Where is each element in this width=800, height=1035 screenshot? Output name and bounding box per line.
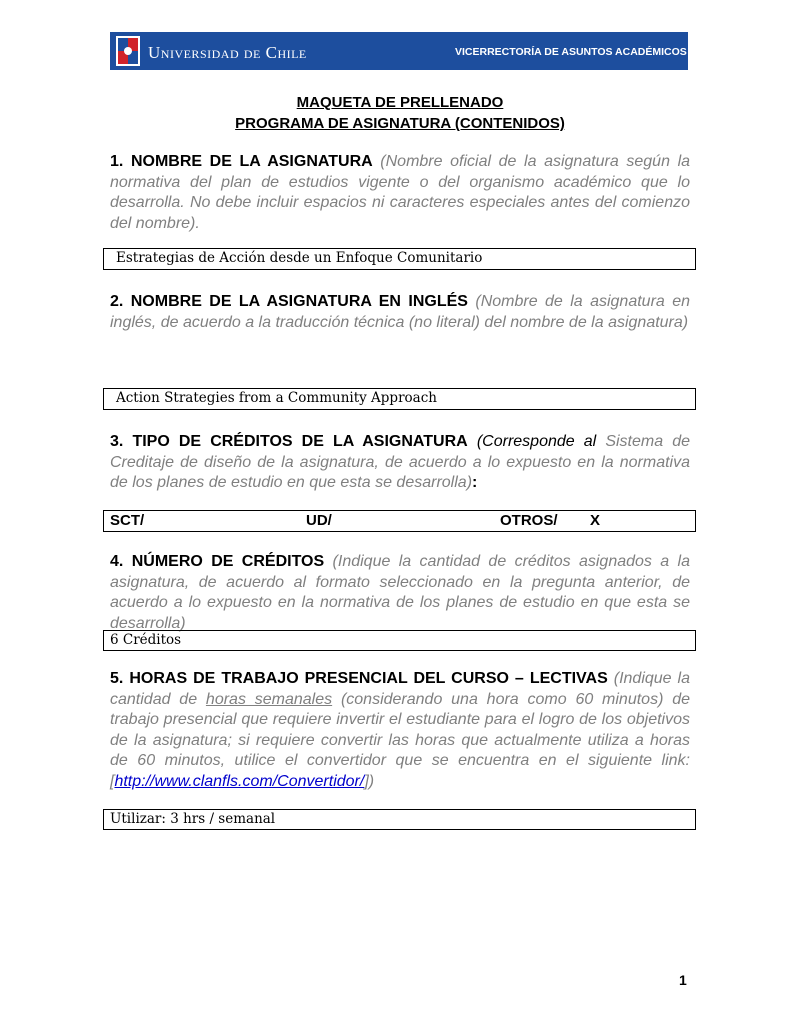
section-5-weekly-hours: horas semanales xyxy=(205,690,333,708)
credit-type-selected-mark[interactable]: X xyxy=(590,512,601,529)
page-number: 1 xyxy=(679,972,687,988)
credit-type-ud[interactable]: UD/ xyxy=(306,512,332,529)
section-3-colon: : xyxy=(472,474,478,491)
section-5-instructions-a: (Indique la cantidad de xyxy=(110,670,691,708)
credit-type-otros[interactable]: OTROS/ xyxy=(500,512,558,529)
department-name: VICERRECTORÍA DE ASUNTOS ACADÉMICOS xyxy=(455,46,687,58)
credit-type-sct[interactable]: SCT/ xyxy=(110,512,145,529)
section-5 xyxy=(110,669,690,792)
section-2-heading: 2. NOMBRE DE LA ASIGNATURA EN INGLÉS xyxy=(110,293,468,310)
section-4-instructions: (Indique la cantidad de créditos asignados a la asignatura, de acuerdo al formato seleccionado en la pregunta anterior, de acuerdo a lo expuesto en la normativa de los planes de estudio en que esta se desarrolla) xyxy=(110,553,690,632)
university-name: Universidad de Chile xyxy=(148,43,307,62)
section-1 xyxy=(110,152,690,234)
section-3-instructions: Sistema de Creditaje de diseño de la asignatura, de acuerdo a lo expuesto en la normativa de los planes de estudio en que esta se desarrolla) xyxy=(110,433,691,491)
english-name-field[interactable]: Action Strategies from a Community Approach xyxy=(103,388,696,410)
hours-field[interactable]: Utilizar: 3 hrs / semanal xyxy=(103,809,696,830)
section-2-paren: ( xyxy=(475,293,481,310)
section-5-instructions-b: (considerando una hora como 60 minutos) de trabajo presencial que requiere invertir el estudiante para el logro de los objetivos de la asignatura; si requiere convertir las horas que actualmente utiliza a horas de 60 minutos, utilice el convertidor que se encuentra en el siguiente link: [ xyxy=(110,690,691,790)
section-3 xyxy=(110,432,690,494)
university-shield-icon xyxy=(116,36,140,66)
section-4-heading: 4. NÚMERO DE CRÉDITOS xyxy=(110,553,325,570)
section-2 xyxy=(110,292,690,333)
credit-type-row xyxy=(103,510,696,532)
section-1-instructions: (Nombre oficial de la asignatura según la normativa del plan de estudios vigente o del organismo académico que lo desarrolla. No debe incluir espacios ni caracteres especiales antes del comienzo del nombre). xyxy=(110,153,691,232)
section-5-instructions-c: ]) xyxy=(364,772,375,790)
section-4 xyxy=(110,552,690,634)
section-5-heading: 5. HORAS DE TRABAJO PRESENCIAL DEL CURSO – LECTIVAS xyxy=(110,670,608,687)
header-banner xyxy=(110,32,688,70)
doc-title-line2: PROGRAMA DE ASIGNATURA (CONTENIDOS) xyxy=(235,115,565,132)
section-3-instructions-lead: (Corresponde al xyxy=(476,433,597,450)
course-name-field[interactable]: Estrategias de Acción desde un Enfoque Comunitario xyxy=(103,248,696,270)
credits-field[interactable]: 6 Créditos xyxy=(103,630,696,651)
section-1-heading: 1. NOMBRE DE LA ASIGNATURA xyxy=(110,153,373,170)
doc-title-line1: MAQUETA DE PRELLENADO xyxy=(296,94,504,111)
section-3-heading: 3. TIPO DE CRÉDITOS DE LA ASIGNATURA xyxy=(110,433,468,450)
section-2-instructions: Nombre de la asignatura en inglés, de acuerdo a la traducción técnica (no literal) del nombre de la asignatura) xyxy=(110,293,691,331)
converter-link[interactable]: http://www.clanfls.com/Convertidor/ xyxy=(114,772,365,790)
